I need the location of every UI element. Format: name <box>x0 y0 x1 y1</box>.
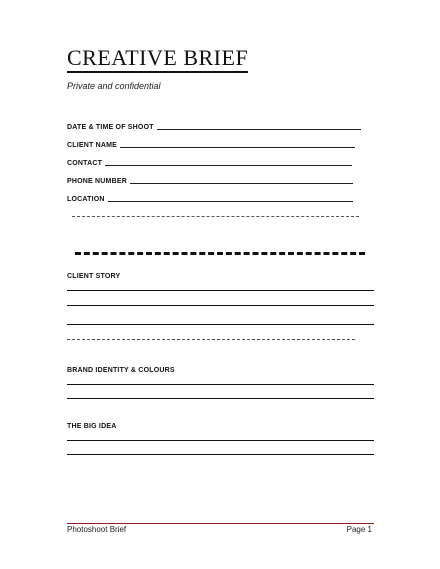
field-client-name[interactable] <box>67 138 355 150</box>
client-story-line[interactable] <box>67 305 374 306</box>
brand-identity-heading: BRAND IDENTITY & COLOURS <box>67 367 175 374</box>
section-divider <box>75 252 365 255</box>
brand-identity-line[interactable] <box>67 398 374 399</box>
field-label: LOCATION <box>67 196 105 203</box>
fill-in-line[interactable] <box>108 201 353 202</box>
fill-in-line[interactable] <box>157 129 361 130</box>
brand-identity-line[interactable] <box>67 384 374 385</box>
field-phone-number[interactable] <box>67 174 353 186</box>
client-story-line[interactable] <box>67 339 355 340</box>
field-contact[interactable] <box>67 156 352 168</box>
fill-in-line[interactable] <box>105 165 352 166</box>
confidentiality-note: Private and confidential <box>67 81 161 91</box>
big-idea-line[interactable] <box>67 440 374 441</box>
location-extra-line[interactable] <box>72 216 359 217</box>
footer-page-number: Page 1 <box>346 525 372 534</box>
fill-in-line[interactable] <box>120 147 355 148</box>
fill-in-line[interactable] <box>130 183 353 184</box>
footer-document-name: Photoshoot Brief <box>67 525 127 534</box>
client-story-line[interactable] <box>67 324 374 325</box>
field-label: CLIENT NAME <box>67 142 118 149</box>
client-story-heading: CLIENT STORY <box>67 273 121 280</box>
field-label: DATE & TIME OF SHOOT <box>67 124 154 131</box>
big-idea-heading: THE BIG IDEA <box>67 423 117 430</box>
document-title: CREATIVE BRIEF <box>67 46 248 73</box>
field-label: PHONE NUMBER <box>67 178 127 185</box>
field-date-time[interactable] <box>67 120 361 132</box>
field-label: CONTACT <box>67 160 103 167</box>
footer-rule <box>67 523 374 524</box>
client-story-line[interactable] <box>67 290 374 291</box>
field-location[interactable] <box>67 192 353 204</box>
big-idea-line[interactable] <box>67 454 374 455</box>
